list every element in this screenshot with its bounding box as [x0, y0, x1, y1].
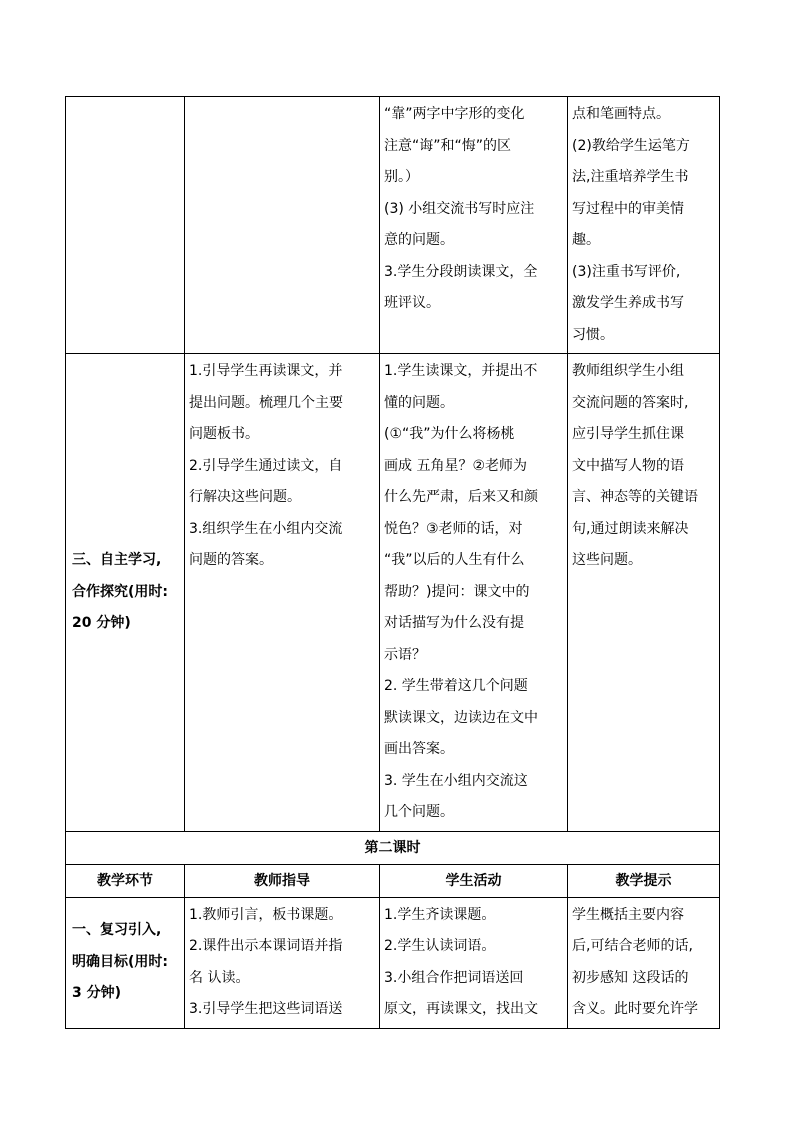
text-line: 2.引导学生通过读文，自 — [189, 457, 343, 474]
text-line: 激发学生养成书写 — [572, 295, 684, 311]
text-line: 班评议。 — [384, 295, 440, 311]
text-line: 法,注重培养学生书 — [572, 169, 689, 185]
text-line: 1.学生齐读课题。 — [384, 906, 496, 923]
teacher-guidance-cell — [185, 897, 380, 1028]
teaching-hint-cell — [568, 354, 720, 832]
text-line: 句,通过朗读来解决 — [572, 520, 689, 537]
text-line: 3.学生分段朗读课文，全 — [384, 263, 538, 280]
text-line: 这些问题。 — [572, 552, 642, 568]
text-line: 教师组织学生小组 — [572, 363, 684, 379]
text-line: (3)注重书写评价, — [572, 263, 681, 280]
text-line: 趣。 — [572, 232, 600, 248]
text-line: 画成 五角星？②老师为 — [384, 457, 528, 474]
text-line: 1.教师引言，板书课题。 — [189, 906, 343, 923]
text-line: 问题的答案。 — [189, 552, 273, 568]
text-line: 3.组织学生在小组内交流 — [189, 520, 343, 537]
stage-line: 20 分钟) — [72, 615, 131, 631]
header-stage: 教学环节 — [66, 864, 185, 897]
text-line: 2.学生认读词语。 — [384, 938, 496, 954]
header-hint: 教学提示 — [568, 864, 720, 897]
student-activity-cell — [380, 354, 568, 832]
text-line: 什么先严肃，后来又和颜 — [384, 489, 538, 505]
teacher-guidance-cell — [185, 354, 380, 832]
text-line: 3.引导学生把这些词语送 — [189, 1001, 343, 1017]
text-line: 写过程中的审美情 — [572, 200, 684, 217]
table-row-section-3 — [66, 354, 720, 832]
text-line: 悦色？③老师的话，对 — [384, 520, 523, 537]
teaching-hint-cell — [568, 897, 720, 1028]
text-line: (①“我”为什么将杨桃 — [384, 426, 515, 442]
text-line: 名 认读。 — [189, 969, 250, 986]
text-line: 含义。此时要允许学 — [572, 1001, 698, 1017]
text-line: (2)教给学生运笔方 — [572, 137, 690, 154]
second-period-title: 第二课时 — [66, 831, 720, 864]
text-line: 帮助？)提问：课文中的 — [384, 583, 530, 600]
text-line: 懂的问题。 — [384, 394, 454, 411]
student-activity-cell — [380, 897, 568, 1028]
text-line: (3) 小组交流书写时应注 — [384, 200, 535, 217]
text-line: 点和笔画特点。 — [572, 106, 670, 122]
stage-line: 明确目标(用时: — [72, 953, 168, 970]
teaching-hint-cell — [568, 97, 720, 354]
text-line: 1.学生读课文，并提出不 — [384, 363, 538, 379]
text-line: 言、神态等的关键语 — [572, 489, 698, 505]
text-line: 3.小组合作把词语送回 — [384, 969, 524, 986]
lesson-plan-table — [65, 96, 720, 1029]
text-line: 行解决这些问题。 — [189, 489, 301, 505]
stage-line: 一、复习引入, — [72, 922, 162, 939]
text-line: 交流问题的答案时, — [572, 394, 689, 411]
stage-line: 3 分钟) — [72, 985, 122, 1002]
text-line: 2.课件出示本课词语并指 — [189, 938, 343, 954]
stage-line: 合作探究(用时: — [72, 583, 168, 600]
table-row-section-1 — [66, 897, 720, 1028]
table-header-row — [66, 864, 720, 897]
text-line: 意的问题。 — [384, 232, 454, 248]
text-line: 学生概括主要内容 — [572, 906, 684, 923]
text-line: 初步感知 这段话的 — [572, 969, 689, 986]
text-line: 问题板书。 — [189, 426, 259, 442]
text-line: 文中描写人物的语 — [572, 457, 684, 474]
text-line: 3. 学生在小组内交流这 — [384, 772, 528, 789]
text-line: 示语？ — [384, 646, 426, 663]
stage-cell-empty — [66, 97, 185, 354]
text-line: 原文，再读课文，找出文 — [384, 1001, 538, 1017]
header-teacher: 教师指导 — [185, 864, 380, 897]
table-row-period-title — [66, 831, 720, 864]
header-student: 学生活动 — [380, 864, 568, 897]
table-row-continued — [66, 97, 720, 354]
text-line: 几个问题。 — [384, 804, 454, 820]
text-line: “靠”两字中字形的变化 — [384, 106, 525, 122]
teacher-cell-empty — [185, 97, 380, 354]
text-line: 画出答案。 — [384, 741, 454, 757]
text-line: 2. 学生带着这几个问题 — [384, 678, 528, 694]
text-line: 默读课文，边读边在文中 — [384, 709, 538, 726]
text-line: 1.引导学生再读课文，并 — [189, 363, 343, 379]
text-line: 习惯。 — [572, 326, 614, 343]
text-line: 后,可结合老师的话, — [572, 938, 693, 954]
text-line: 别。） — [384, 169, 419, 185]
text-line: “我”以后的人生有什么 — [384, 552, 525, 568]
stage-cell-section-3 — [66, 354, 185, 832]
text-line: 注意“诲”和“悔”的区 — [384, 137, 512, 154]
text-line: 提出问题。梳理几个主要 — [189, 394, 343, 411]
text-line: 对话描写为什么没有提 — [384, 615, 524, 631]
text-line: 应引导学生抓住课 — [572, 426, 684, 442]
stage-cell-section-1 — [66, 897, 185, 1028]
stage-line: 三、自主学习, — [72, 552, 162, 568]
student-activity-cell — [380, 97, 568, 354]
